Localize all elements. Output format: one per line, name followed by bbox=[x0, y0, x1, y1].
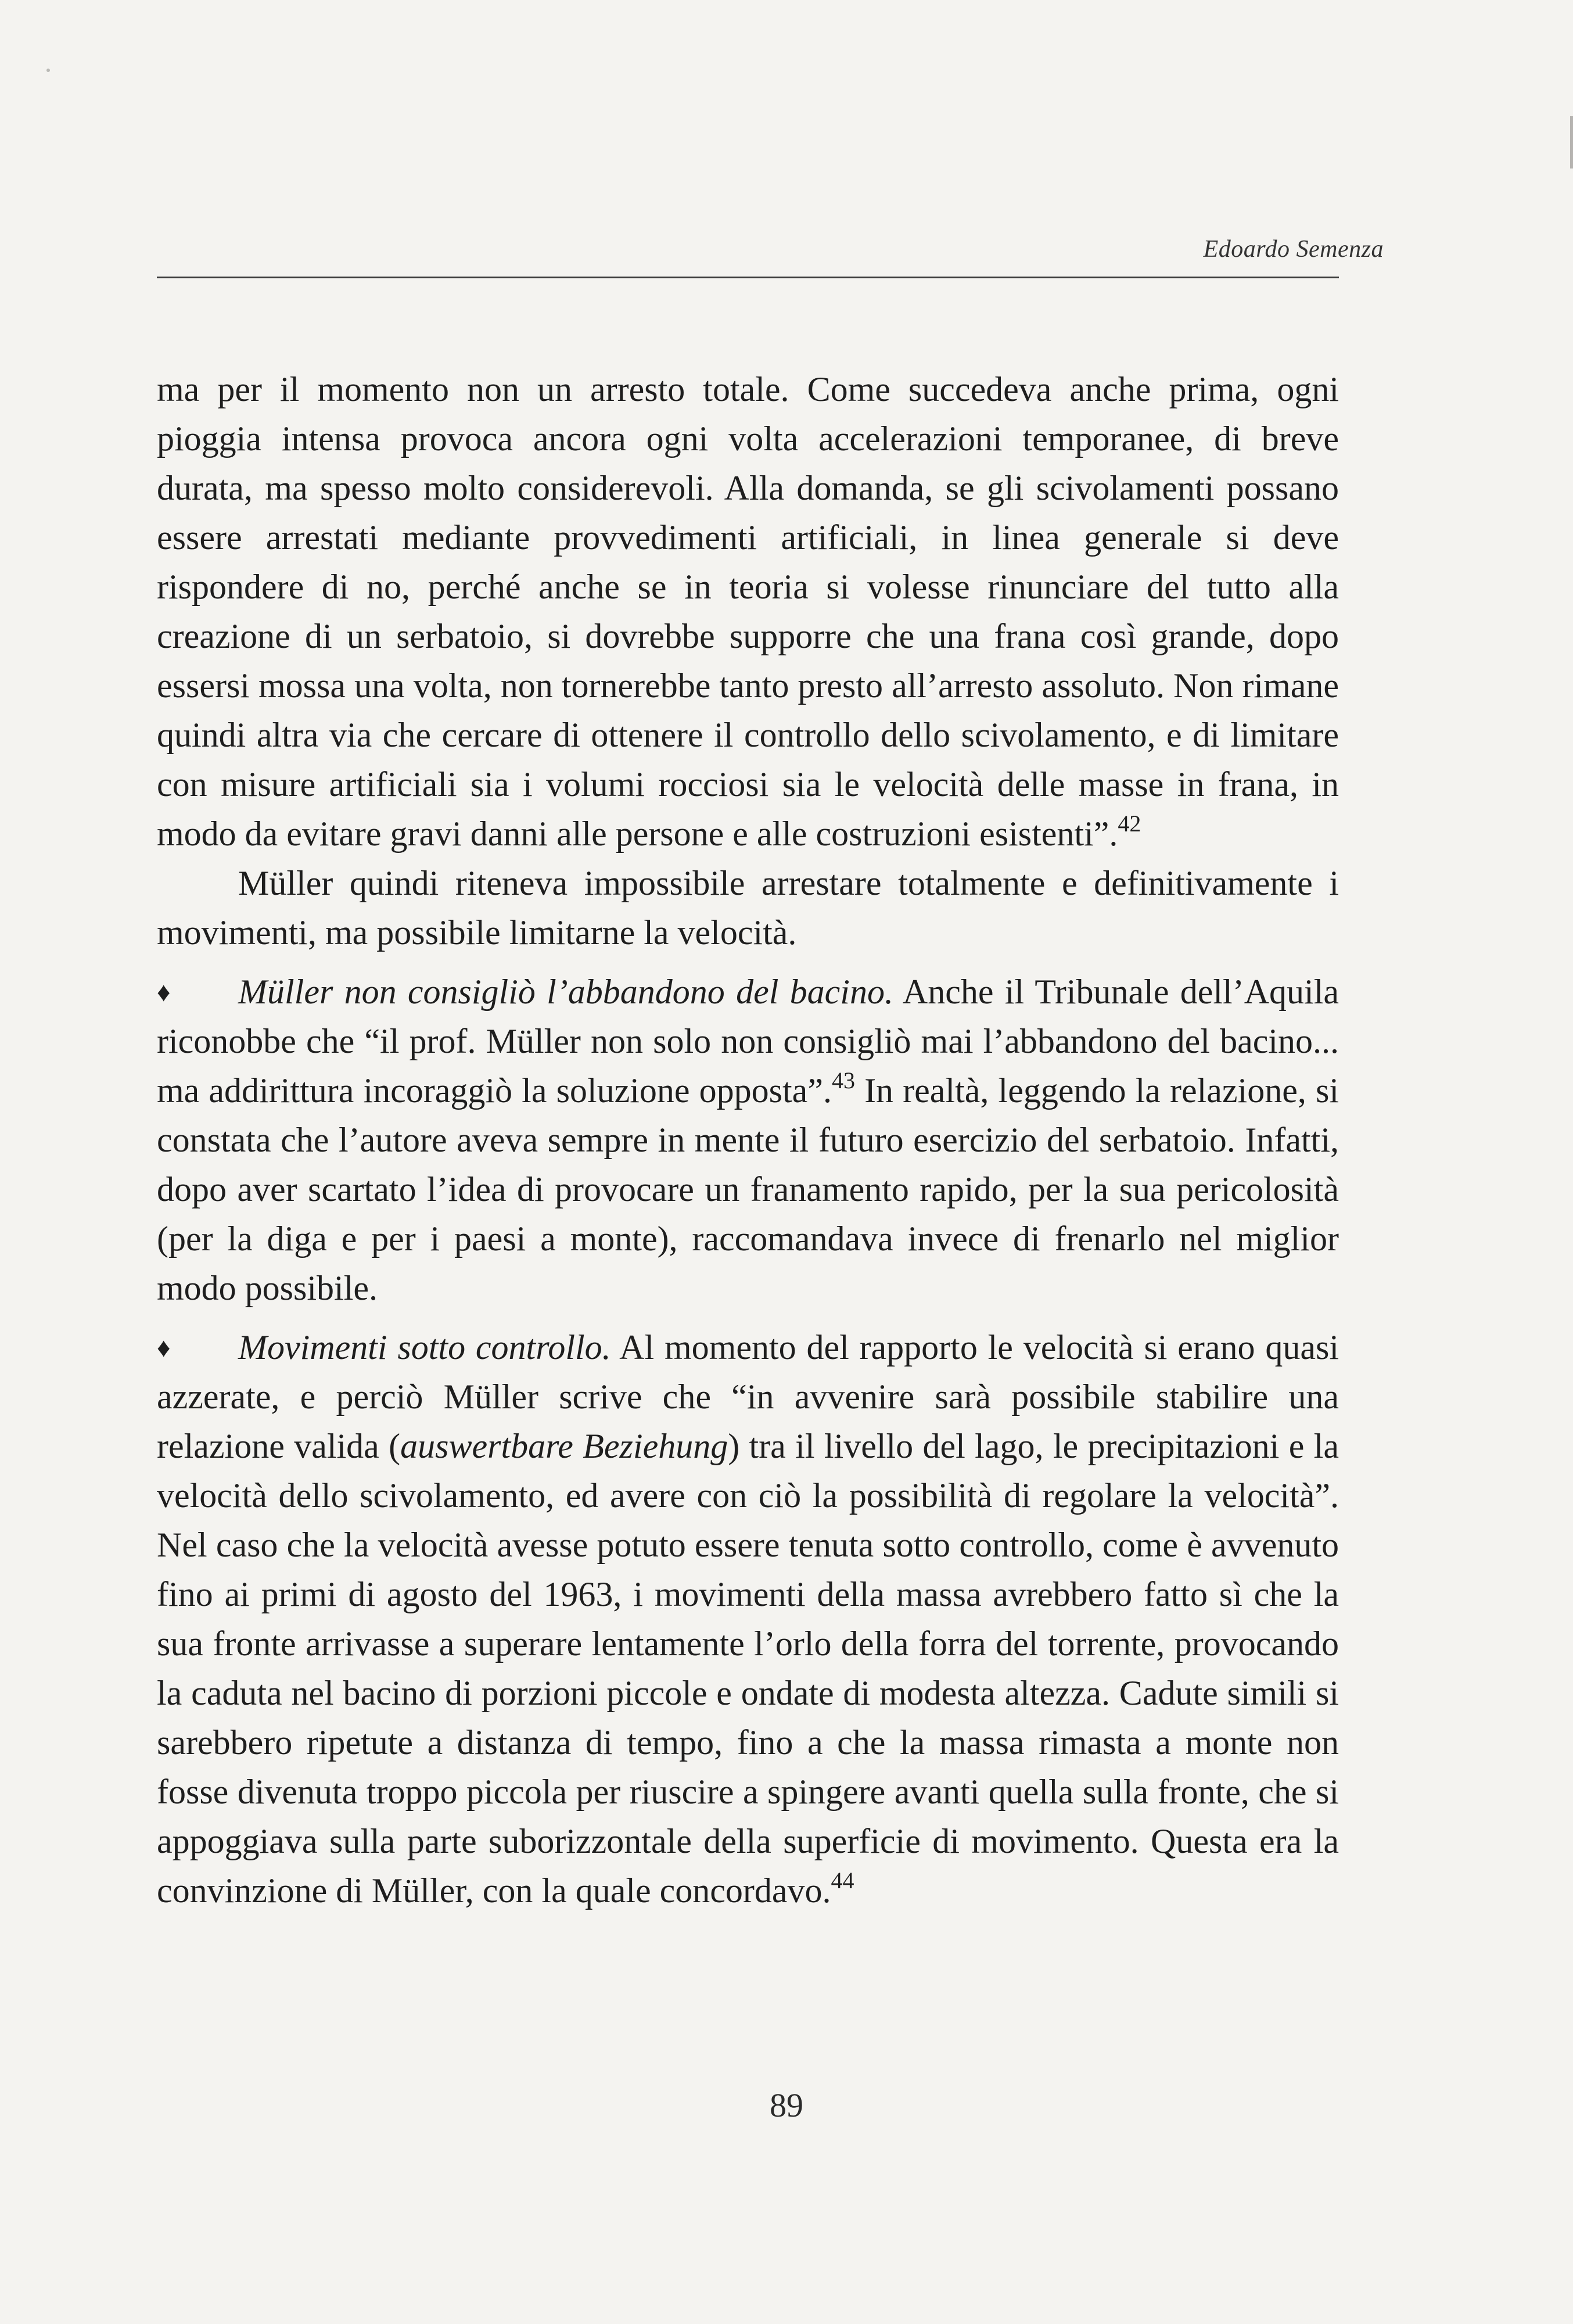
diamond-bullet-icon: ♦ bbox=[157, 977, 171, 1007]
footnote-ref-42: 42 bbox=[1118, 810, 1141, 837]
paper-speck bbox=[46, 69, 50, 72]
running-head-author: Edoardo Semenza bbox=[1203, 236, 1384, 263]
page-number: 89 bbox=[770, 2086, 803, 2124]
body-text bbox=[157, 365, 1339, 1916]
header-rule bbox=[157, 277, 1339, 278]
paragraph-1 bbox=[157, 365, 1339, 859]
footnote-ref-43: 43 bbox=[831, 1067, 855, 1093]
paragraph-3 bbox=[157, 967, 1339, 1313]
paragraph-2 bbox=[157, 859, 1339, 957]
paragraph-4-text-b: ) tra il livello del lago, le precipitazioni e la velocità dello scivolamento, ed avere con ciò la possibilità di regolare la velocità”. Nel caso che la velocità avesse potuto essere tenuta sotto controllo, come è avvenuto fino ai primi di agosto del 1963, i movimenti della massa avrebbero fatto sì che la sua fronte arrivasse a superare lentamente l’orlo della forra del torrente, provocando la caduta nel bacino di porzioni piccole e ondate di modesta altezza. Cadute simili si sarebbero ripetute a distanza di tempo, fino a che la massa rimasta a monte non fosse divenuta troppo piccola per riuscire a spingere avanti quella sulla fronte, che si appoggiava sulla parte suborizzontale della superficie di movimento. Questa era la convinzione di Müller, con la quale concordavo. bbox=[157, 1427, 1339, 1910]
paragraph-4 bbox=[157, 1323, 1339, 1916]
diamond-bullet-icon: ♦ bbox=[157, 1333, 171, 1362]
paragraph-4-heading: Movimenti sotto controllo. bbox=[238, 1328, 611, 1367]
german-term: auswertbare Beziehung bbox=[400, 1427, 728, 1465]
paragraph-3-heading: Müller non consigliò l’abbandono del bacino. bbox=[238, 973, 893, 1011]
paragraph-3-text-b: In realtà, leggendo la relazione, si constata che l’autore aveva sempre in mente il futuro esercizio del serbatoio. Infatti, dopo aver scartato l’idea di provocare un franamento rapido, per la sua pericolosità (per la diga e per i paesi a monte), raccomandava invece di frenarlo nel miglior modo possibile. bbox=[157, 1071, 1339, 1307]
page-edge-mark bbox=[1570, 116, 1573, 168]
paragraph-2-text: Müller quindi riteneva impossibile arrestare totalmente e definitivamente i movimenti, ma possibile limitarne la velocità. bbox=[157, 864, 1339, 952]
paragraph-3-text-a: Anche il Tribunale dell’Aquila riconobbe che “il prof. Müller non solo non consigliò mai l’abbandono del bacino... ma addirittura incoraggiò la soluzione opposta”. bbox=[157, 973, 1339, 1110]
paragraph-1-text: ma per il momento non un arresto totale. Come succedeva anche prima, ogni pioggia intensa provoca ancora ogni volta accelerazioni temporanee, di breve durata, ma spesso molto considerevoli. Alla domanda, se gli scivolamenti possano essere arrestati mediante provvedimenti artificiali, in linea generale si deve rispondere di no, perché anche se in teoria si volesse rinunciare del tutto alla creazione di un serbatoio, si dovrebbe supporre che una frana così grande, dopo essersi mossa una volta, non tornerebbe tanto presto all’arresto assoluto. Non rimane quindi altra via che cercare di ottenere il controllo dello scivolamento, e di limitare con misure artificiali sia i volumi rocciosi sia le velocità delle masse in frana, in modo da evitare gravi danni alle persone e alle costruzioni esistenti”. bbox=[157, 370, 1339, 853]
paragraph-4-text-a: Al momento del rapporto le velocità si erano quasi azzerate, e perciò Müller scrive che “in avvenire sarà possibile stabilire una relazione valida ( bbox=[157, 1328, 1339, 1465]
footnote-ref-44: 44 bbox=[831, 1867, 854, 1893]
